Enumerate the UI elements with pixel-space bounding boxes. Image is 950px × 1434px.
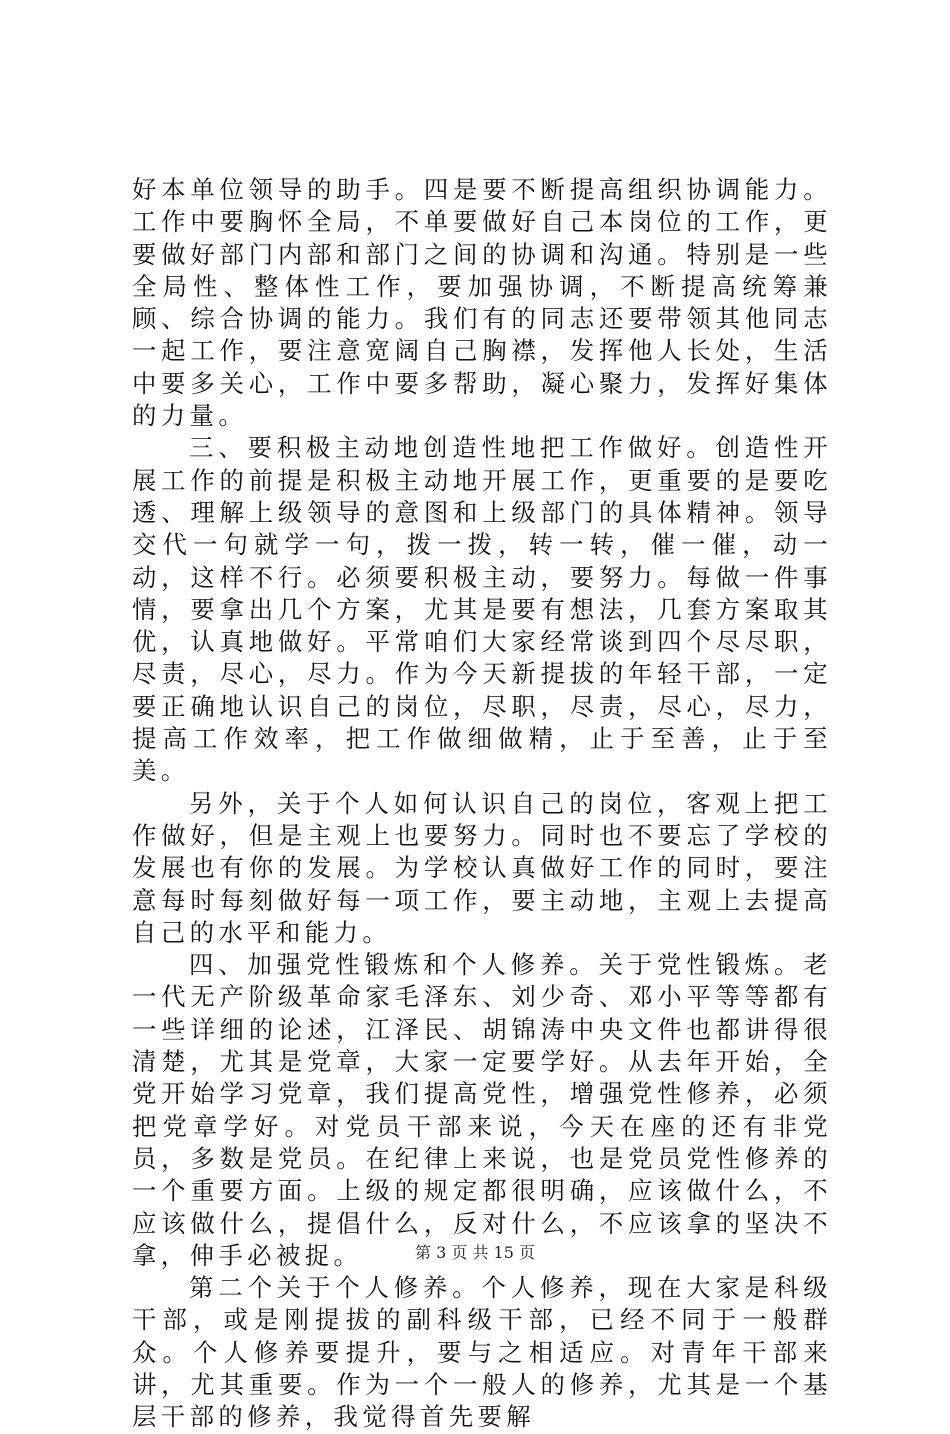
page-footer xyxy=(0,1243,950,1263)
paragraph-4: 四、加强党性锻炼和个人修养。关于党性锻炼。老一代无产阶级革命家毛泽东、刘少奇、邓小平等等都有一些详细的论述，江泽民、胡锦涛中央文件也都讲得很清楚，尤其是党章，大家一定要学好。从去年开始，全党开始学习党章，我们提高党性，增强党性修养，必须把党章学好。对党员干部来说，今天在座的还有非党员，多数是党员。在纪律上来说，也是党员党性修养的一个重要方面。上级的规定都很明确，应该做什么，不应该做什么，提倡什么，反对什么，不应该拿的坚决不拿，伸手必被捉。 xyxy=(132,950,832,1270)
paragraph-1: 好本单位领导的助手。四是要不断提高组织协调能力。工作中要胸怀全局，不单要做好自己本岗位的工作，更要做好部门内部和部门之间的协调和沟通。特别是一些全局性、整体性工作，要加强协调，不断提高统筹兼顾、综合协调的能力。我们有的同志还要带领其他同志一起工作，要注意宽阔自己胸襟，发挥他人长处，生活中要多关心，工作中要多帮助，凝心聚力，发挥好集体的力量。 xyxy=(132,175,832,431)
paragraph-5: 第二个关于个人修养。个人修养，现在大家是科级干部，或是刚提拔的副科级干部，已经不同于一般群众。个人修养要提升，要与之相适应。对青年干部来讲，尤其重要。作为一个一般人的修养，尤其是一个基层干部的修养，我觉得首先要解 xyxy=(132,1273,832,1432)
page-number-label: 第 3 页 共 15 页 xyxy=(415,1243,535,1262)
paragraph-2: 三、要积极主动地创造性地把工作做好。创造性开展工作的前提是积极主动地开展工作，更重要的是要吃透、理解上级领导的意图和上级部门的具体精神。领导交代一句就学一句，拨一拨，转一转，催一催，动一动，这样不行。必须要积极主动，要努力。每做一件事情，要拿出几个方案，尤其是要有想法，几套方案取其优，认真地做好。平常咱们大家经常谈到四个尽尽职，尽责，尽心，尽力。作为今天新提拔的年轻干部，一定要正确地认识自己的岗位，尽职，尽责，尽心，尽力，提高工作效率，把工作做细做精，止于至善，止于至美。 xyxy=(132,433,832,786)
paragraph-3: 另外，关于个人如何认识自己的岗位，客观上把工作做好，但是主观上也要努力。同时也不要忘了学校的发展也有你的发展。为学校认真做好工作的同时，要注意每时每刻做好每一项工作，要主动地，主观上去提高自己的水平和能力。 xyxy=(132,788,832,947)
